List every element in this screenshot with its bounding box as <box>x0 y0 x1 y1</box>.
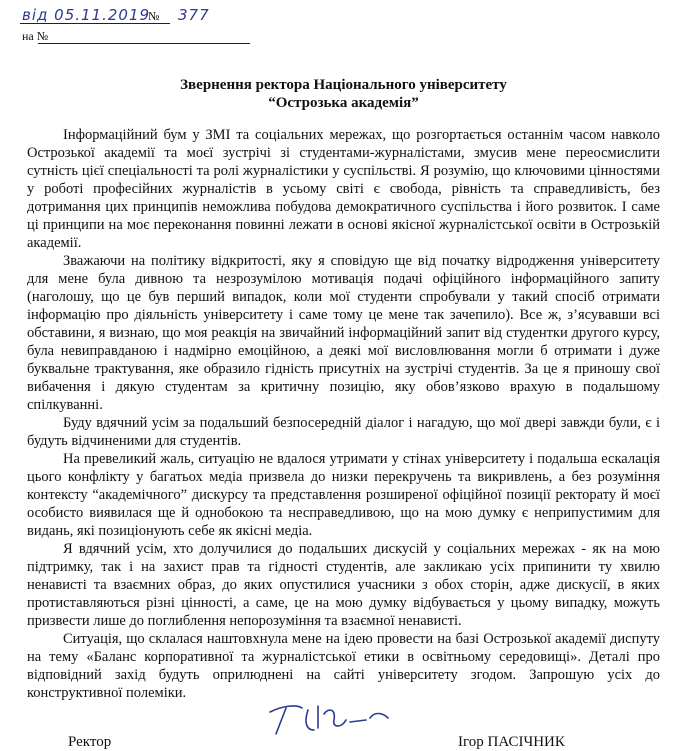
letter-body <box>27 126 660 702</box>
signatory-position: Ректор <box>68 734 112 750</box>
paragraph: Зважаючи на політику відкритості, яку я сповідую ще від початку відродження університету для мене була дивною та незрозумілою мотивація подачі офіційного інформаційного запиту (наголошу, що це був перший випадок, коли мої студенти спробували у такий спосіб отримати інформацію про діяльність університету і саме тому це мене так зачепило). Все ж, з’ясувавши всі обставини, я визнаю, що моя реакція на звичайний інформаційний запит від студентки другого курсу, була невиправданою і надмірно емоційною, а деякі мої висловлювання могли б отримати і дуже буквальне трактування, яке образило гідність присутніх на зустрічі студентів. За це я приношу свої вибачення і дякую студентам за критичну позицію, яку обов’язково врахую в подальшому спілкуванні. <box>27 253 660 413</box>
reply-reference-line <box>20 26 250 46</box>
title-line-1: Звернення ректора Національного університету <box>180 77 507 93</box>
paragraph: Я вдячний усім, хто долучилися до подальших дискусій у соціальних мережах - як на мою підтримку, так і на захист прав та гідності студентів, але закликаю усіх припинити ту хвилю ненависті та взаємних образ, до яких опустилися учасники з обох сторін, адже дискусії, в яких протиставляються різні цінності, а саме, це на мою думку відбувається у цьому випадку, можуть призвести лише до поглиблення непорозуміння та взаємної ненависті. <box>27 541 660 629</box>
title-line-2: “Острозька академія” <box>268 95 419 111</box>
paragraph: Буду вдячний усім за подальший безпосередній діалог і нагадую, що мої двері завжди були, є і будуть відчиненими для студентів. <box>27 415 660 449</box>
signature-block <box>0 700 687 750</box>
number-label: № <box>148 9 160 23</box>
reply-label: на № <box>22 29 49 43</box>
reply-underline <box>38 43 250 44</box>
registration-number: 377 <box>178 6 210 24</box>
paragraph: Інформаційний бум у ЗМІ та соціальних мережах, що розгортається останнім часом навколо Острозької академії та моєї зустрічі зі студентами-журналістами, змусив мене переосмислити сутність цієї спеціальності та ролі журналістики у суспільстві. Я розумію, що ключовими цінностями у роботі професійних журналістів в усьому світі є свобода, рівність та справедливість, без дотримання цих принципів неможлива побудова демократичного суспільства і його розвиток. І саме ці принципи на моє переконання повинні лежати в основі якісної журналістської освіти в Острозькій академії. <box>27 127 660 251</box>
document-title <box>0 76 687 112</box>
registration-block <box>20 6 250 46</box>
paragraph: Ситуація, що склалася наштовхнула мене на ідею провести на базі Острозької академії диспуту на тему «Баланс корпоративної та журналістської етики в освітньому середовищі». Деталі про відповідний захід будуть оприлюднені на сайті університету згодом. Запрошую усіх до конструктивної полеміки. <box>27 631 660 701</box>
handwritten-signature <box>262 700 402 740</box>
registration-date-line <box>20 6 250 26</box>
signatory-name: Ігор ПАСІЧНИК <box>458 734 565 750</box>
registration-date: від 05.11.2019 <box>22 6 151 24</box>
paragraph: На превеликий жаль, ситуацію не вдалося утримати у стінах університету і подальша ескалація цього конфлікту у багатьох медіа призвела до низки перекручень та викривлень, а без розуміння контексту “академічного” дискурсу та представлення розширеної офіційної позиції ректорату й моєї особисто виявилася ще й однобокою та несправедливою, що на мою думку є неприпустимим для видань, які позиціонують себе як якісні медіа. <box>27 451 660 539</box>
